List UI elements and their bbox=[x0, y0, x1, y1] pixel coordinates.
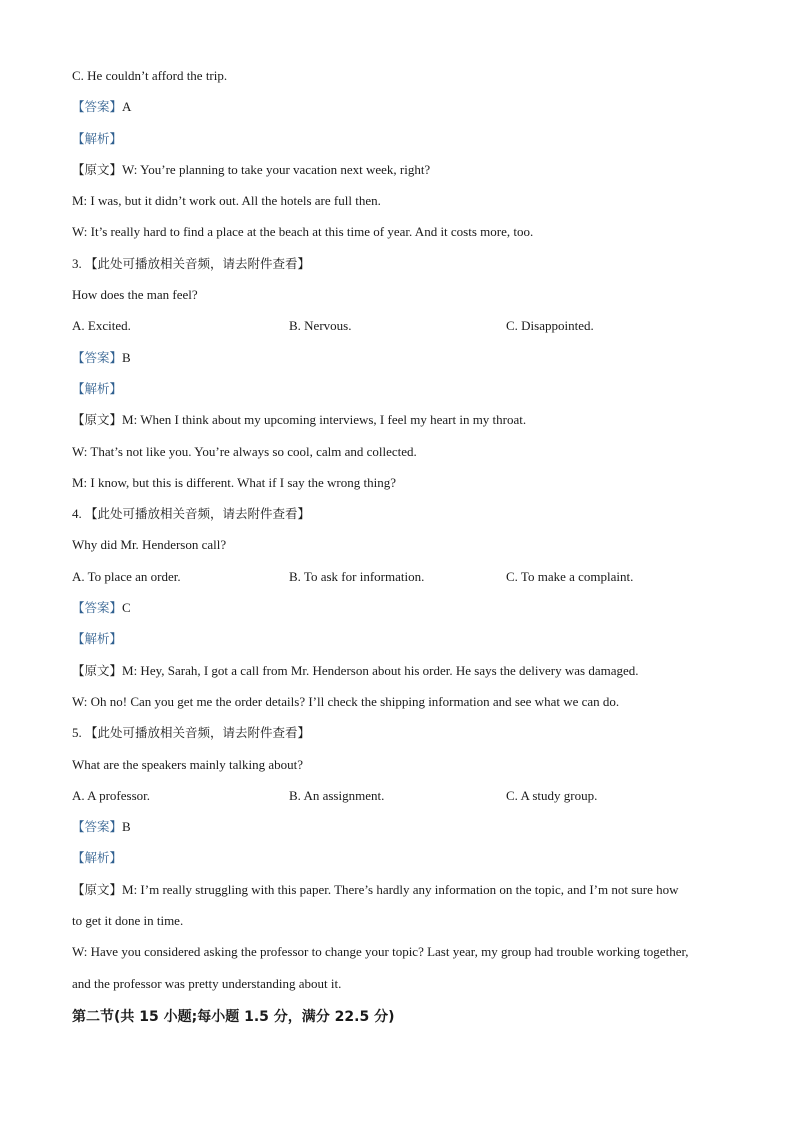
option-a: A. Excited. bbox=[72, 318, 131, 334]
answer-label: 【答案】 bbox=[72, 99, 123, 115]
q3-analysis bbox=[72, 375, 732, 406]
q3-options bbox=[72, 312, 732, 343]
q5-transcript-line: W: Have you considered asking the professor to change your topic? Last year, my group had trouble working together, bbox=[72, 944, 689, 960]
audio-note: 【此处可播放相关音频，请去附件查看】 bbox=[85, 725, 311, 741]
original-label: 【原文】 bbox=[72, 881, 123, 897]
q3-heading bbox=[72, 250, 732, 281]
answer-label: 【答案】 bbox=[72, 349, 123, 365]
answer-value: B bbox=[122, 349, 131, 365]
analysis-label: 【解析】 bbox=[72, 130, 123, 146]
question-number: 4. bbox=[72, 506, 82, 522]
analysis-label: 【解析】 bbox=[72, 631, 123, 647]
q2-transcript-line: 【原文】W: You’re planning to take your vacation next week, right? bbox=[72, 161, 431, 177]
q3-transcript-line: M: I know, but this is different. What if I say the wrong thing? bbox=[72, 474, 396, 490]
analysis-label: 【解析】 bbox=[72, 850, 123, 866]
answer-value: C bbox=[122, 600, 131, 616]
q5-answer bbox=[72, 813, 732, 844]
answer-label: 【答案】 bbox=[72, 819, 123, 835]
q5-analysis bbox=[72, 844, 732, 875]
q4-options bbox=[72, 563, 732, 594]
q5-heading bbox=[72, 719, 732, 750]
analysis-label: 【解析】 bbox=[72, 380, 123, 396]
audio-note: 【此处可播放相关音频，请去附件查看】 bbox=[85, 506, 311, 522]
q3-answer bbox=[72, 344, 732, 375]
option-a: A. A professor. bbox=[72, 787, 150, 803]
q5-options bbox=[72, 782, 732, 813]
answer-label: 【答案】 bbox=[72, 600, 123, 616]
option-b: B. Nervous. bbox=[289, 318, 352, 334]
answer-value: A bbox=[122, 99, 132, 115]
q2-analysis bbox=[72, 125, 732, 156]
original-label: 【原文】 bbox=[72, 662, 123, 678]
q3-transcript-line: 【原文】M: When I think about my upcoming interviews, I feel my heart in my throat. bbox=[72, 412, 527, 428]
option-b: B. To ask for information. bbox=[289, 568, 425, 584]
q4-answer bbox=[72, 594, 732, 625]
q3-question: How does the man feel? bbox=[72, 287, 198, 303]
q5-question: What are the speakers mainly talking about? bbox=[72, 756, 304, 772]
option-c: C. A study group. bbox=[506, 787, 598, 803]
q4-question: Why did Mr. Henderson call? bbox=[72, 537, 227, 553]
option-a: A. To place an order. bbox=[72, 568, 181, 584]
question-number: 5. bbox=[72, 725, 82, 741]
option-c: C. Disappointed. bbox=[506, 318, 594, 334]
original-label: 【原文】 bbox=[72, 412, 123, 428]
q2-transcript-line: M: I was, but it didn’t work out. All the hotels are full then. bbox=[72, 193, 381, 209]
answer-value: B bbox=[122, 819, 131, 835]
q2-transcript-line: W: It’s really hard to find a place at the beach at this time of year. And it costs more, too. bbox=[72, 224, 534, 240]
q5-transcript-line: to get it done in time. bbox=[72, 913, 184, 929]
q4-heading bbox=[72, 500, 732, 531]
audio-note: 【此处可播放相关音频，请去附件查看】 bbox=[85, 255, 311, 271]
original-label: 【原文】 bbox=[72, 161, 123, 177]
q3-transcript-line: W: That’s not like you. You’re always so cool, calm and collected. bbox=[72, 443, 417, 459]
q5-transcript-line: and the professor was pretty understanding about it. bbox=[72, 975, 342, 991]
q2-option-c: C. He couldn’t afford the trip. bbox=[72, 68, 228, 83]
question-number: 3. bbox=[72, 255, 82, 271]
q4-analysis bbox=[72, 625, 732, 656]
q4-transcript-line: 【原文】M: Hey, Sarah, I got a call from Mr. Henderson about his order. He says the delivery was damaged. bbox=[72, 662, 639, 678]
q2-answer bbox=[72, 93, 732, 124]
q5-transcript-line: 【原文】M: I’m really struggling with this paper. There’s hardly any information on the topic, and I’m not sure how bbox=[72, 881, 679, 897]
section-heading: 第二节(共 15 小题;每小题 1.5 分，满分 22.5 分) bbox=[72, 1008, 395, 1025]
option-b: B. An assignment. bbox=[289, 787, 385, 803]
document-page bbox=[72, 62, 732, 1035]
q4-transcript-line: W: Oh no! Can you get me the order details? I’ll check the shipping information and see what we can do. bbox=[72, 693, 620, 709]
option-c: C. To make a complaint. bbox=[506, 568, 634, 584]
